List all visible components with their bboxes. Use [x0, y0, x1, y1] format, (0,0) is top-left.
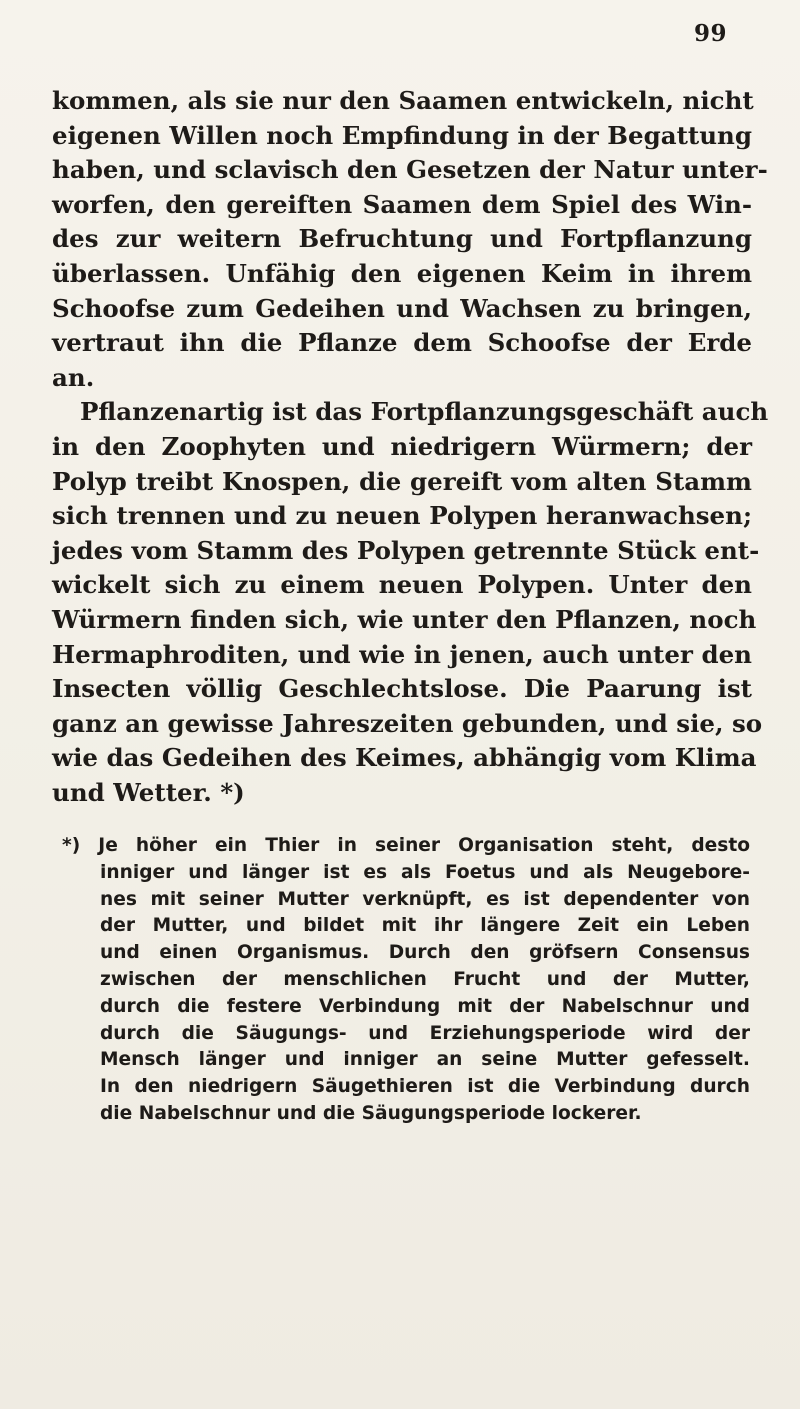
- text-line: wie das Gedeihen des Keimes, abhängig vom Klima: [52, 743, 757, 773]
- text-line: ganz an gewisse Jahreszeiten gebunden, und sie, so: [52, 708, 763, 738]
- text-line: sich trennen und zu neuen Polypen heranwachsen;: [52, 501, 752, 531]
- text-line: kommen, als sie nur den Saamen entwickeln, nicht: [52, 86, 754, 115]
- text-line: an.: [52, 362, 95, 392]
- text-line: haben, und sclavisch den Gesetzen der Natur unter-: [52, 155, 768, 185]
- text-line: Pflanzenartig ist das Fortpflanzungsgeschäft auch: [80, 397, 769, 427]
- footnote-line: inniger und länger ist es als Foetus und als Neugebore-: [100, 861, 750, 883]
- footnote-line: die Nabelschnur und die Säugungsperiode lockerer.: [100, 1102, 642, 1124]
- footnote-line: durch die festere Verbindung mit der Nabelschnur und: [100, 995, 750, 1017]
- footnote-line: nes mit seiner Mutter verknüpft, es ist dependenter von: [100, 888, 750, 910]
- footnote-line: In den niedrigern Säugethieren ist die Verbindung durch: [100, 1076, 750, 1098]
- footnote-line: der Mutter, und bildet mit ihr längere Zeit ein Leben: [100, 915, 750, 937]
- footnote-line: und einen Organismus. Durch den gröfsern Consensus: [100, 942, 750, 964]
- text-line: Hermaphroditen, und wie in jenen, auch unter den: [52, 639, 752, 669]
- footnote-line: *) Je höher ein Thier in seiner Organisation steht, desto: [62, 835, 750, 856]
- footnote: [62, 833, 750, 1128]
- text-line: und Wetter. *): [52, 777, 245, 807]
- text-line: überlassen. Unfähig den eigenen Keim in ihrem: [52, 258, 752, 288]
- footnote-line: zwischen der menschlichen Frucht und der Mutter,: [100, 968, 750, 990]
- text-line: Insecten völlig Geschlechtslose. Die Paarung ist: [52, 674, 752, 704]
- text-line: Polyp treibt Knospen, die gereift vom alten Stamm: [52, 466, 752, 496]
- text-line: wickelt sich zu einem neuen Polypen. Unter den: [52, 570, 752, 600]
- text-line: worfen, den gereiften Saamen dem Spiel des Win-: [52, 189, 752, 219]
- text-line: eigenen Willen noch Empfindung in der Begattung: [52, 120, 752, 150]
- footnote-line: durch die Säugungs- und Erziehungsperiode wird der: [100, 1022, 750, 1044]
- text-line: in den Zoophyten und niedrigern Würmern; der: [52, 431, 752, 461]
- text-line: Schoofse zum Gedeihen und Wachsen zu bringen,: [52, 293, 752, 323]
- text-line: des zur weitern Befruchtung und Fortpflanzung: [52, 224, 752, 254]
- text-line: jedes vom Stamm des Polypen getrennte Stück ent-: [52, 535, 760, 565]
- page-number: 99: [694, 20, 728, 47]
- text-line: vertraut ihn die Pflanze dem Schoofse der Erde: [52, 328, 752, 358]
- text-line: Würmern finden sich, wie unter den Pflanzen, noch: [52, 604, 757, 634]
- main-text: [52, 84, 769, 810]
- footnote-line: Mensch länger und inniger an seine Mutter gefesselt.: [100, 1049, 750, 1071]
